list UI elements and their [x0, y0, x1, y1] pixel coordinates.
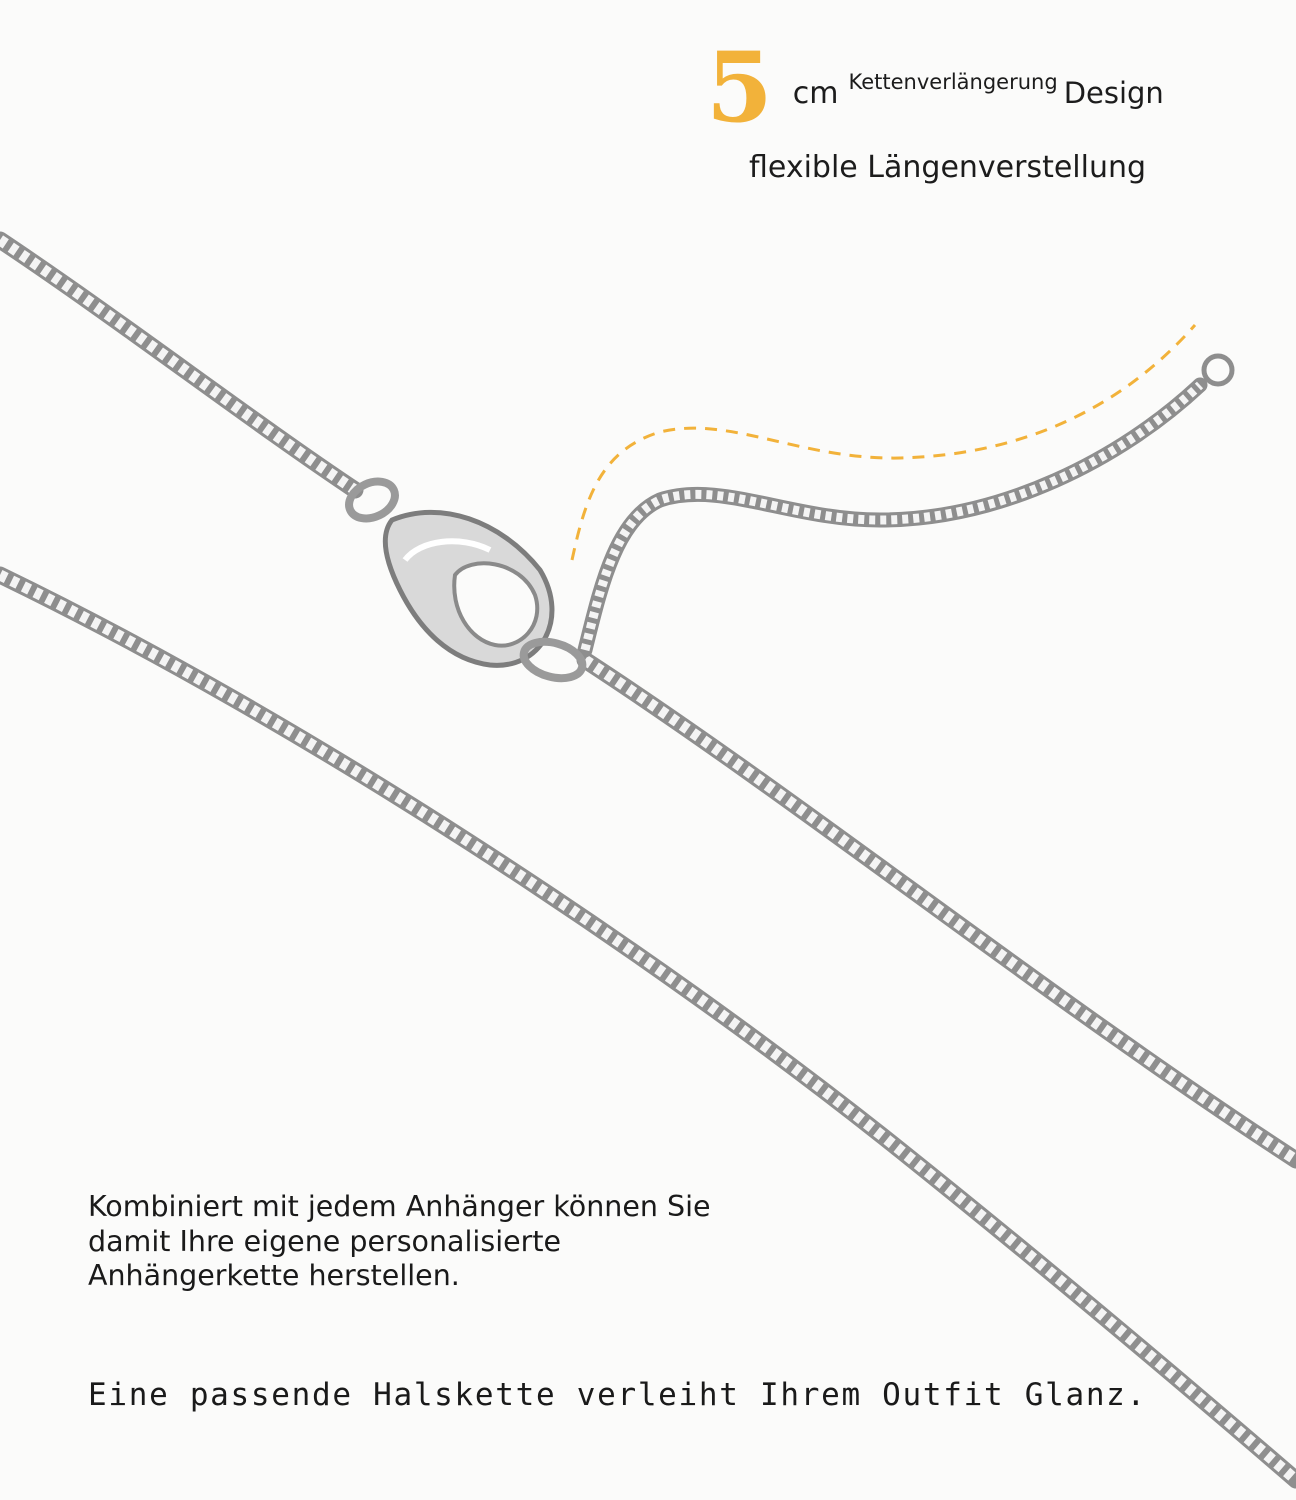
extension-chain — [585, 385, 1200, 650]
tagline: Eine passende Halskette verleiht Ihrem Outfit Glanz. — [88, 1377, 1147, 1413]
description-line: Kombiniert mit jedem Anhänger können Sie — [88, 1190, 711, 1223]
extension-label: Kettenverlängerung — [848, 70, 1058, 94]
length-unit: cm — [792, 76, 839, 111]
description-line: damit Ihre eigene personalisierte — [88, 1224, 562, 1258]
description-line: Anhängerkette herstellen. — [88, 1259, 460, 1292]
design-label: Design — [1063, 76, 1164, 110]
chain-strand-upper — [0, 240, 355, 490]
length-number: 5 — [706, 31, 773, 144]
extension-headline — [706, 31, 1164, 144]
extension-end-ring — [1204, 356, 1232, 384]
jump-ring-clasp — [520, 636, 587, 684]
description-paragraph — [88, 1190, 788, 1294]
adjustment-subline: flexible Längenverstellung — [749, 150, 1147, 185]
chain-strand-right — [585, 660, 1296, 1160]
